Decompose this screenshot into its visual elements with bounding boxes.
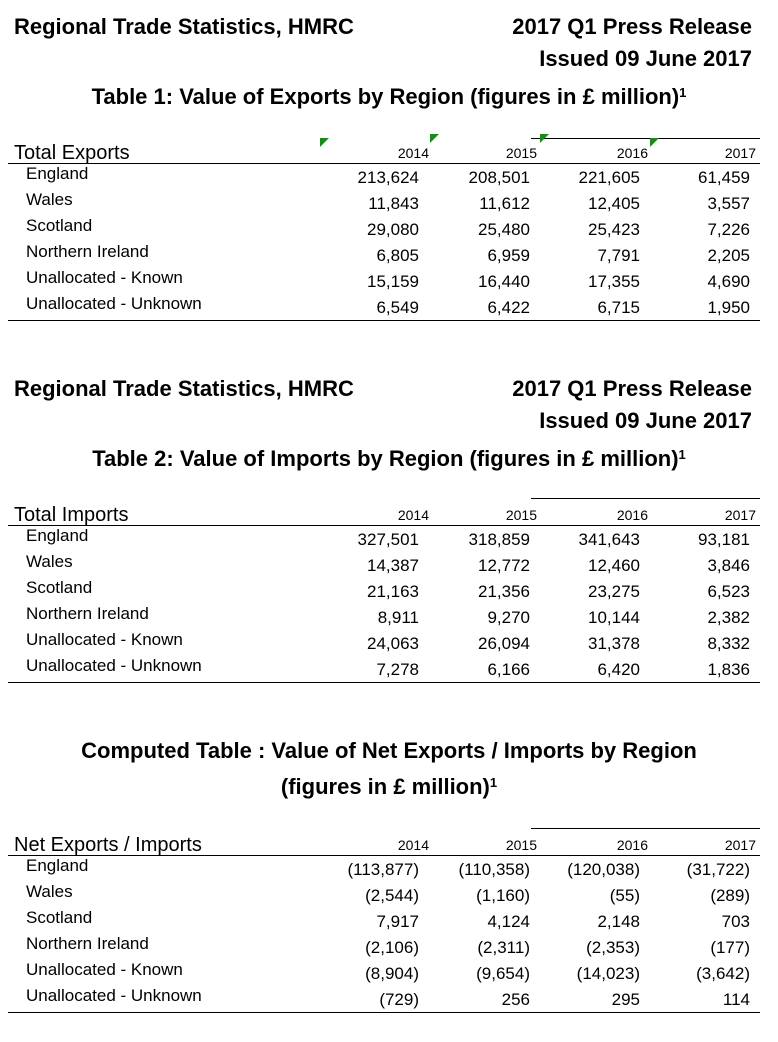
value-cell: 8,911 [377, 608, 419, 627]
region-name: Unallocated - Known [26, 630, 183, 649]
region-name: Scotland [26, 578, 93, 597]
year-header: 2016 [616, 507, 648, 523]
value-cell: 6,549 [376, 298, 419, 317]
table-row [8, 934, 760, 960]
region-name: Northern Ireland [26, 604, 149, 623]
table-row [8, 216, 760, 242]
issued-date: Issued 09 June 2017 [539, 46, 752, 71]
table-row [8, 604, 760, 630]
table3-top-rule [531, 828, 760, 829]
source-title: Regional Trade Statistics, HMRC [14, 14, 354, 39]
value-cell: (31,722) [686, 860, 750, 879]
value-cell: 318,859 [468, 530, 530, 549]
value-cell: (55) [609, 886, 640, 905]
value-cell: 17,355 [588, 272, 640, 291]
value-cell: 6,420 [597, 660, 640, 679]
value-cell: (9,654) [476, 964, 530, 983]
table-bottom-rule [8, 682, 760, 683]
value-cell: 23,275 [588, 582, 640, 601]
region-name: Northern Ireland [26, 242, 149, 261]
value-cell: 6,715 [597, 298, 640, 317]
value-cell: 6,422 [487, 298, 530, 317]
value-cell: (289) [710, 886, 750, 905]
region-name: Unallocated - Known [26, 268, 183, 287]
value-cell: 9,270 [487, 608, 530, 627]
issued-date: Issued 09 June 2017 [539, 408, 752, 433]
value-cell: 2,382 [707, 608, 750, 627]
value-cell: (2,311) [477, 938, 530, 957]
value-cell: 341,643 [578, 530, 640, 549]
value-cell: 21,356 [478, 582, 530, 601]
table-row [8, 882, 760, 908]
value-cell: (110,358) [458, 860, 530, 879]
value-cell: 114 [722, 990, 750, 1009]
value-cell: 2,205 [707, 246, 750, 265]
value-cell: 213,624 [357, 168, 419, 187]
year-header: 2015 [505, 507, 537, 523]
value-cell: 1,836 [707, 660, 750, 679]
table-row [8, 960, 760, 986]
release-title: 2017 Q1 Press Release [512, 14, 752, 39]
year-header: 2015 [505, 837, 537, 853]
region-name: Scotland [26, 216, 93, 235]
table-bottom-rule [8, 1012, 760, 1013]
value-cell: 7,278 [376, 660, 419, 679]
table-row [8, 242, 760, 268]
value-cell: 93,181 [698, 530, 750, 549]
footnote-marker: 1 [489, 775, 498, 790]
region-name: Scotland [26, 908, 93, 927]
table2-top-rule [531, 498, 760, 499]
table-header-row [8, 832, 760, 856]
value-cell: (2,353) [586, 938, 640, 957]
value-cell: 21,163 [367, 582, 419, 601]
table-row [8, 268, 760, 294]
table-header-row [8, 502, 760, 526]
value-cell: 12,405 [588, 194, 640, 213]
year-header: 2016 [616, 837, 648, 853]
table-label: Total Exports [14, 142, 130, 164]
value-cell: 25,480 [478, 220, 530, 239]
value-cell: (113,877) [347, 860, 419, 879]
table-row [8, 164, 760, 190]
release-title: 2017 Q1 Press Release [512, 376, 752, 401]
value-cell: (1,160) [476, 886, 530, 905]
table-row [8, 190, 760, 216]
value-cell: (2,544) [365, 886, 419, 905]
region-name: Unallocated - Unknown [26, 656, 202, 675]
table-row [8, 578, 760, 604]
footnote-marker: 1 [678, 447, 686, 462]
value-cell: 295 [611, 990, 640, 1009]
value-cell: 16,440 [478, 272, 530, 291]
table-header-row [8, 140, 760, 164]
table-row [8, 294, 760, 320]
year-header: 2017 [724, 837, 756, 853]
table-row [8, 656, 760, 682]
value-cell: 12,460 [588, 556, 640, 575]
value-cell: 221,605 [578, 168, 640, 187]
value-cell: 4,124 [487, 912, 530, 931]
value-cell: 2,148 [597, 912, 640, 931]
year-header: 2017 [724, 507, 756, 523]
value-cell: 24,063 [367, 634, 419, 653]
region-name: England [26, 164, 89, 183]
year-header: 2016 [616, 145, 648, 161]
region-name: Unallocated - Unknown [26, 294, 202, 313]
value-cell: (14,023) [576, 964, 640, 983]
table-bottom-rule [8, 320, 760, 321]
region-name: England [26, 526, 89, 545]
table3-subtitle: (figures in £ million)$^1$ [280, 774, 498, 799]
region-name: Wales [26, 552, 73, 571]
table-label: Total Imports [14, 504, 129, 526]
table-row [8, 856, 760, 882]
table3-title: Computed Table : Value of Net Exports / Imports by Region [81, 738, 697, 763]
table-row [8, 908, 760, 934]
value-cell: (177) [710, 938, 750, 957]
value-cell: 1,950 [707, 298, 750, 317]
table-row [8, 986, 760, 1012]
value-cell: 11,612 [479, 194, 530, 213]
region-name: Unallocated - Unknown [26, 986, 202, 1005]
table1-title: Table 1: Value of Exports by Region (figures in £ million)$^1$ [91, 84, 687, 109]
value-cell: 25,423 [588, 220, 640, 239]
value-cell: 327,501 [357, 530, 419, 549]
year-header: 2014 [397, 507, 429, 523]
value-cell: 26,094 [478, 634, 530, 653]
value-cell: 12,772 [478, 556, 530, 575]
region-name: Wales [26, 190, 73, 209]
source-title: Regional Trade Statistics, HMRC [14, 376, 354, 401]
value-cell: 10,144 [588, 608, 640, 627]
value-cell: 6,523 [707, 582, 750, 601]
value-cell: 7,226 [707, 220, 750, 239]
value-cell: 8,332 [707, 634, 750, 653]
value-cell: (120,038) [567, 860, 640, 879]
value-cell: 208,501 [468, 168, 530, 187]
value-cell: 4,690 [707, 272, 750, 291]
table2-title: Table 2: Value of Imports by Region (figures in £ million)$^1$ [92, 446, 686, 471]
year-header: 2014 [397, 145, 429, 161]
value-cell: 7,917 [376, 912, 419, 931]
value-cell: (3,642) [696, 964, 750, 983]
value-cell: 6,166 [487, 660, 530, 679]
value-cell: (8,904) [365, 964, 419, 983]
value-cell: 29,080 [367, 220, 419, 239]
region-name: Unallocated - Known [26, 960, 183, 979]
table-row [8, 552, 760, 578]
value-cell: 6,959 [487, 246, 530, 265]
table-row [8, 526, 760, 552]
region-name: England [26, 856, 89, 875]
year-header: 2017 [724, 145, 756, 161]
value-cell: 61,459 [698, 168, 750, 187]
value-cell: 7,791 [597, 246, 640, 265]
table-row [8, 630, 760, 656]
value-cell: (729) [379, 990, 419, 1009]
value-cell: 3,846 [707, 556, 750, 575]
year-header: 2014 [397, 837, 429, 853]
table1-top-rule [531, 138, 760, 139]
net-table [8, 832, 760, 1013]
value-cell: (2,106) [365, 938, 419, 957]
region-name: Wales [26, 882, 73, 901]
value-cell: 15,159 [367, 272, 419, 291]
year-header: 2015 [505, 145, 537, 161]
region-name: Northern Ireland [26, 934, 149, 953]
exports-table [8, 140, 760, 321]
table-label: Net Exports / Imports [14, 834, 202, 856]
footnote-marker: 1 [679, 85, 687, 100]
value-cell: 11,843 [368, 194, 419, 213]
value-cell: 256 [501, 990, 530, 1009]
imports-table [8, 502, 760, 683]
value-cell: 14,387 [367, 556, 419, 575]
value-cell: 703 [721, 912, 750, 931]
value-cell: 3,557 [707, 194, 750, 213]
value-cell: 31,378 [588, 634, 640, 653]
value-cell: 6,805 [376, 246, 419, 265]
